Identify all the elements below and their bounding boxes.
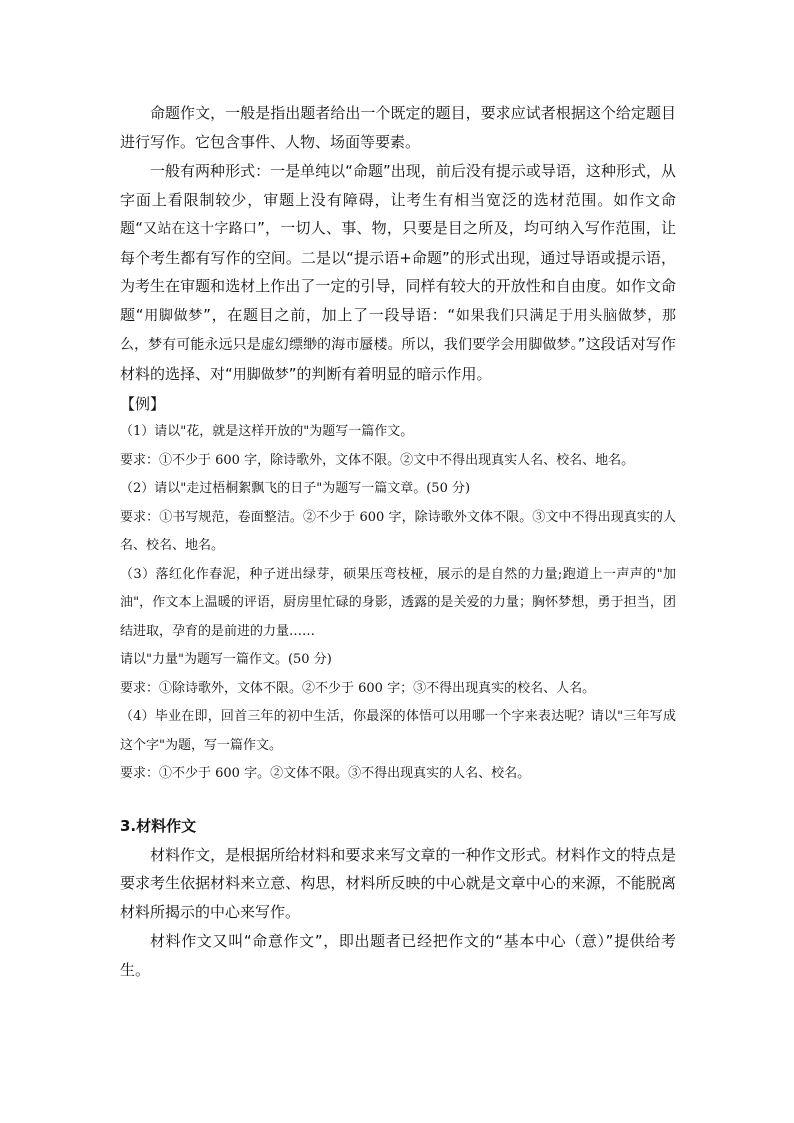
example-label: 【例】 [120,395,166,413]
section-paragraph-2: 材料作文又叫“命意作文”，即出题者已经把作文的“基本中心（意）”提供给考生。 [120,932,676,979]
example-3-requirements: 要求：①除诗歌外，文体不限。②不少于 600 字；③不得出现真实的校名、人名。 [120,680,596,696]
example-4-prompt: （4）毕业在即，回首三年的初中生活，你最深的体悟可以用哪一个字来表达呢？请以"三年写成这个字"为题，写一篇作文。 [120,709,676,753]
section-heading: 3.材料作文 [120,816,197,835]
intro-text: ”的判断有着明显的暗示作用。 [288,364,492,383]
example-2-prompt: （2）请以"走过梧桐絮飘飞的日子"为题写一篇文章。(50 分) [120,481,471,496]
example-1-prompt: （1）请以"花，就是这样开放的"为题写一篇作文。 [120,424,414,439]
intro-text: ”，在题目之前，加上了一段导语：“ [203,305,456,324]
intro-paragraph-2 [120,157,676,389]
example-3-instruction: 请以"力量"为题写一篇作文。(50 分) [120,652,332,667]
intro-text: 一般有两种形式：一是单纯以“命题”出现，前后没有提示或导语，这种形式，从字面上看限制较少，审题上没有障碍，让考生有相当宽泛的选材范围。如作文命题“ [120,162,676,237]
intro-paragraph-1: 命题作文，一般是指出题者给出一个既定的题目，要求应试者根据这个给定题目进行写作。它包含事件、人物、场面等要素。 [120,104,676,151]
intro-text: ”，一切人、事、物，只要是目之所及，均可纳入写作范围，让每个考生都有写作的空间。二是以“提示语+命题”的形式出现，通过导语或提示语，为考生在审题和选材上作出了一定的引导，同样有较大的开放性和自由度。如作文命题“ [120,219,676,324]
section-spacer [120,789,676,807]
example-3-prompt: （3）落红化作春泥，种子迸出绿芽，硕果压弯枝桠，展示的是自然的力量;跑道上一声声的"加油"，作文本上温暖的评语，厨房里忙碌的身影，透露的是关爱的力量；胸怀梦想，勇于担当，团结进取，孕育的是前进的力量…… [120,566,676,639]
section-paragraph-1: 材料作文，是根据所给材料和要求来写文章的一种作文形式。材料作文的特点是要求考生依据材料来立意、构思，材料所反映的中心就是文章中心的来源，不能脱离材料所揭示的中心来写作。 [120,845,676,921]
quoted-title: 用脚做梦 [232,366,289,383]
example-4-requirements: 要求：①不少于 600 字。②文体不限。③不得出现真实的人名、校名。 [120,766,531,781]
quoted-title: 用脚做梦 [143,307,204,324]
intro-text: ”这段话对写作材料的选择、对“ [120,335,677,383]
example-2-requirements: 要求：①书写规范，卷面整洁。②不少于 600 字，除诗歌外文体不限。③文中不得出现真实的人名、校名、地名。 [120,509,676,553]
example-1-requirements: 要求：①不少于 600 字，除诗歌外，文体不限。②文中不得出现真实人名、校名、地名。 [120,452,635,468]
quoted-title: 又站在这十字路口 [143,221,258,237]
quoted-guide: 如果我们只满足于用头脑做梦，那么，梦有可能永远只是虚幻缥缈的海市蜃楼。所以，我们要学会用脚做梦。 [120,307,676,353]
document-body [120,99,676,985]
